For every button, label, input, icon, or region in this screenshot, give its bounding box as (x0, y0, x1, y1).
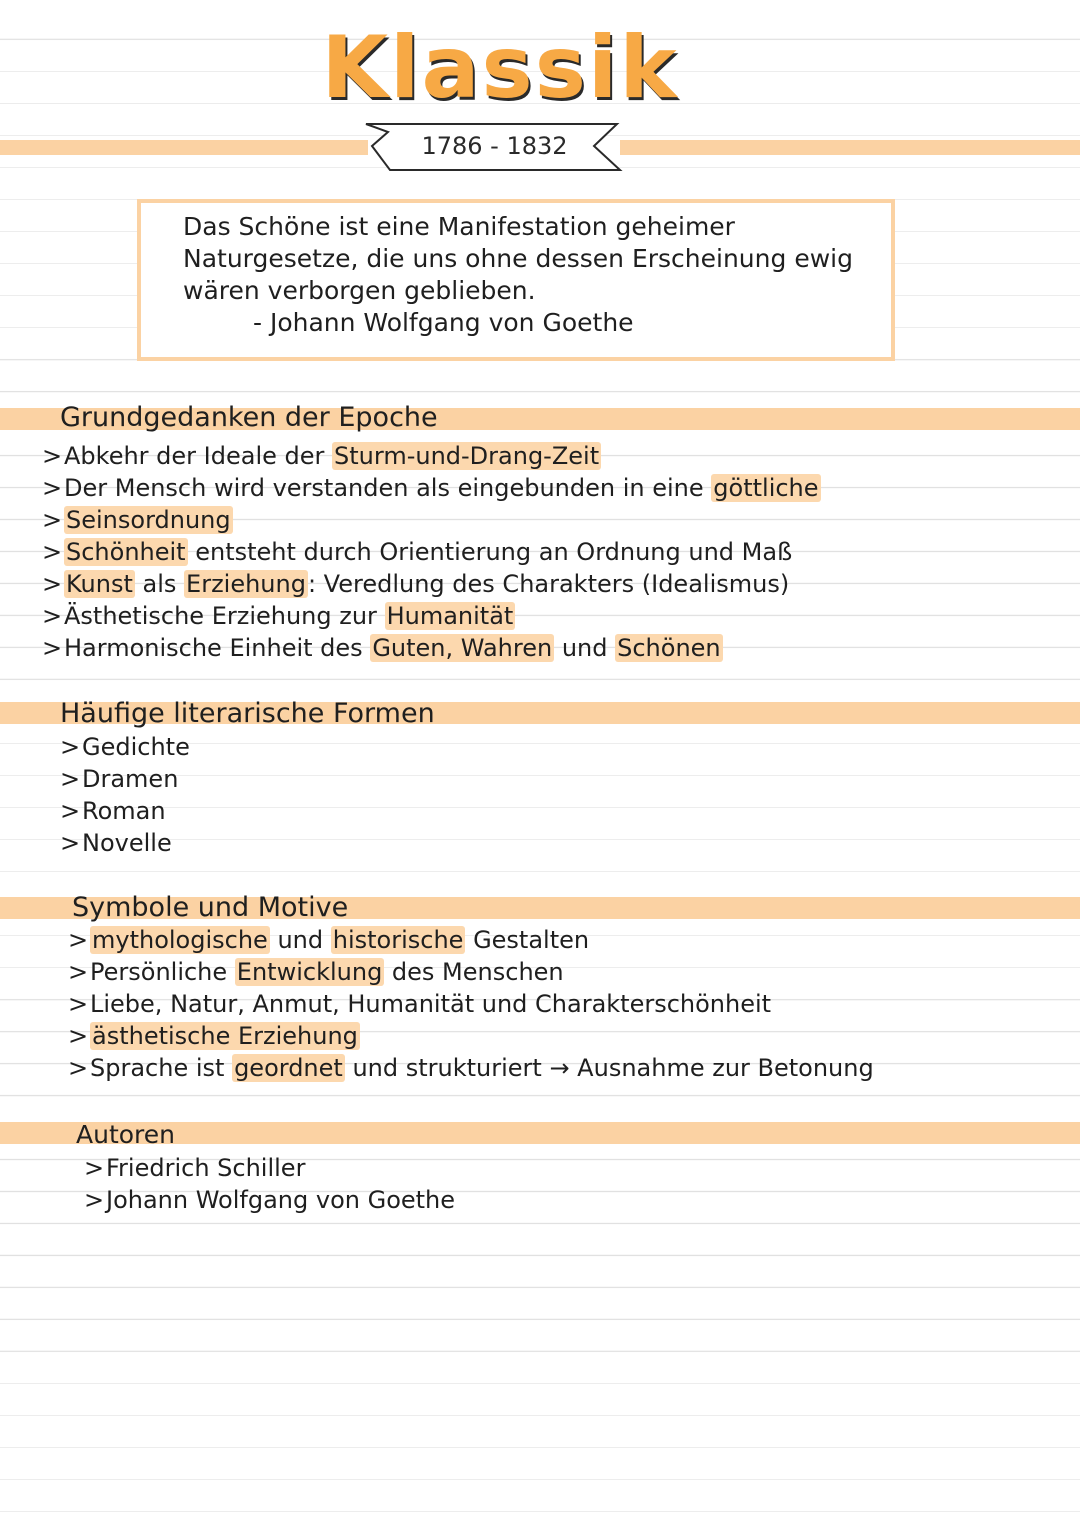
item-text: Persönliche (90, 958, 235, 986)
list-item (82, 1152, 455, 1184)
item-text: entsteht durch Orientierung an Ordnung und Maß (187, 538, 793, 566)
list-item (58, 827, 190, 859)
list-symbole (66, 924, 874, 1084)
quote-body: Das Schöne ist eine Manifestation geheimer Naturgesetze, die uns ohne dessen Erscheinung ewig wären verborgen geblieben. (183, 212, 853, 305)
item-text: historische (332, 926, 464, 954)
section-heading-autoren: Autoren (76, 1120, 175, 1149)
list-item (82, 1184, 455, 1216)
page-title: Klassik (321, 18, 679, 118)
item-text: Sturm-und-Drang-Zeit (334, 442, 600, 470)
list-formen (58, 731, 190, 859)
item-text: Schönen (617, 634, 721, 662)
item-text: des Menschen (384, 958, 564, 986)
item-text: Humanität (386, 602, 514, 630)
item-text: Roman (82, 797, 166, 825)
list-item (66, 1020, 874, 1052)
item-text: Entwicklung (236, 958, 383, 986)
item-text: Harmonische Einheit des (64, 634, 371, 662)
item-text: und strukturiert → Ausnahme zur Betonung (344, 1054, 874, 1082)
item-text: Abkehr der Ideale der (64, 442, 333, 470)
item-text: mythologische (92, 926, 268, 954)
item-text: Friedrich Schiller (106, 1154, 306, 1182)
list-item (40, 440, 821, 472)
quote-box (137, 199, 895, 361)
date-bar-right (620, 140, 1080, 155)
item-text: geordnet (234, 1054, 343, 1082)
period-label: 1786 - 1832 (421, 132, 568, 160)
section-heading-symbole: Symbole und Motive (72, 892, 349, 923)
item-text: Kunst (66, 570, 133, 598)
list-item (66, 1052, 874, 1084)
list-item (66, 956, 874, 988)
item-text: Gedichte (82, 733, 190, 761)
list-autoren (82, 1152, 455, 1216)
item-text: Gestalten (465, 926, 590, 954)
list-item (40, 536, 821, 568)
list-item (40, 472, 821, 504)
list-item (66, 988, 874, 1020)
item-text: Der Mensch wird verstanden als eingebunden in eine (64, 474, 712, 502)
item-text: Sprache ist (90, 1054, 233, 1082)
item-text: Johann Wolfgang von Goethe (106, 1186, 456, 1214)
section-heading-grundgedanken: Grundgedanken der Epoche (60, 402, 438, 433)
section-heading-formen: Häufige literarische Formen (60, 698, 435, 729)
list-item (58, 763, 190, 795)
item-text: : Veredlung des Charakters (Idealismus) (307, 570, 790, 598)
list-item (58, 731, 190, 763)
item-text: Dramen (82, 765, 179, 793)
item-text: Liebe, Natur, Anmut, Humanität und Charakterschönheit (90, 990, 772, 1018)
list-item (66, 924, 874, 956)
item-text: göttliche (713, 474, 819, 502)
item-text: und (269, 926, 331, 954)
list-grundgedanken (40, 440, 821, 664)
list-item (58, 795, 190, 827)
list-item (40, 600, 821, 632)
item-text: Novelle (82, 829, 172, 857)
list-item (40, 504, 821, 536)
item-text: als (134, 570, 185, 598)
list-item (40, 632, 821, 664)
item-text: und (554, 634, 616, 662)
item-text: Schönheit (66, 538, 186, 566)
item-text: ästhetische Erziehung (92, 1022, 358, 1050)
item-text: Seinsordnung (66, 506, 231, 534)
quote-text (183, 211, 883, 339)
item-text: Ästhetische Erziehung zur (64, 602, 385, 630)
item-text: Guten, Wahren (372, 634, 553, 662)
quote-author: - Johann Wolfgang von Goethe (253, 308, 634, 337)
list-item (40, 568, 821, 600)
date-bar-left (0, 140, 368, 155)
item-text: Erziehung (186, 570, 306, 598)
